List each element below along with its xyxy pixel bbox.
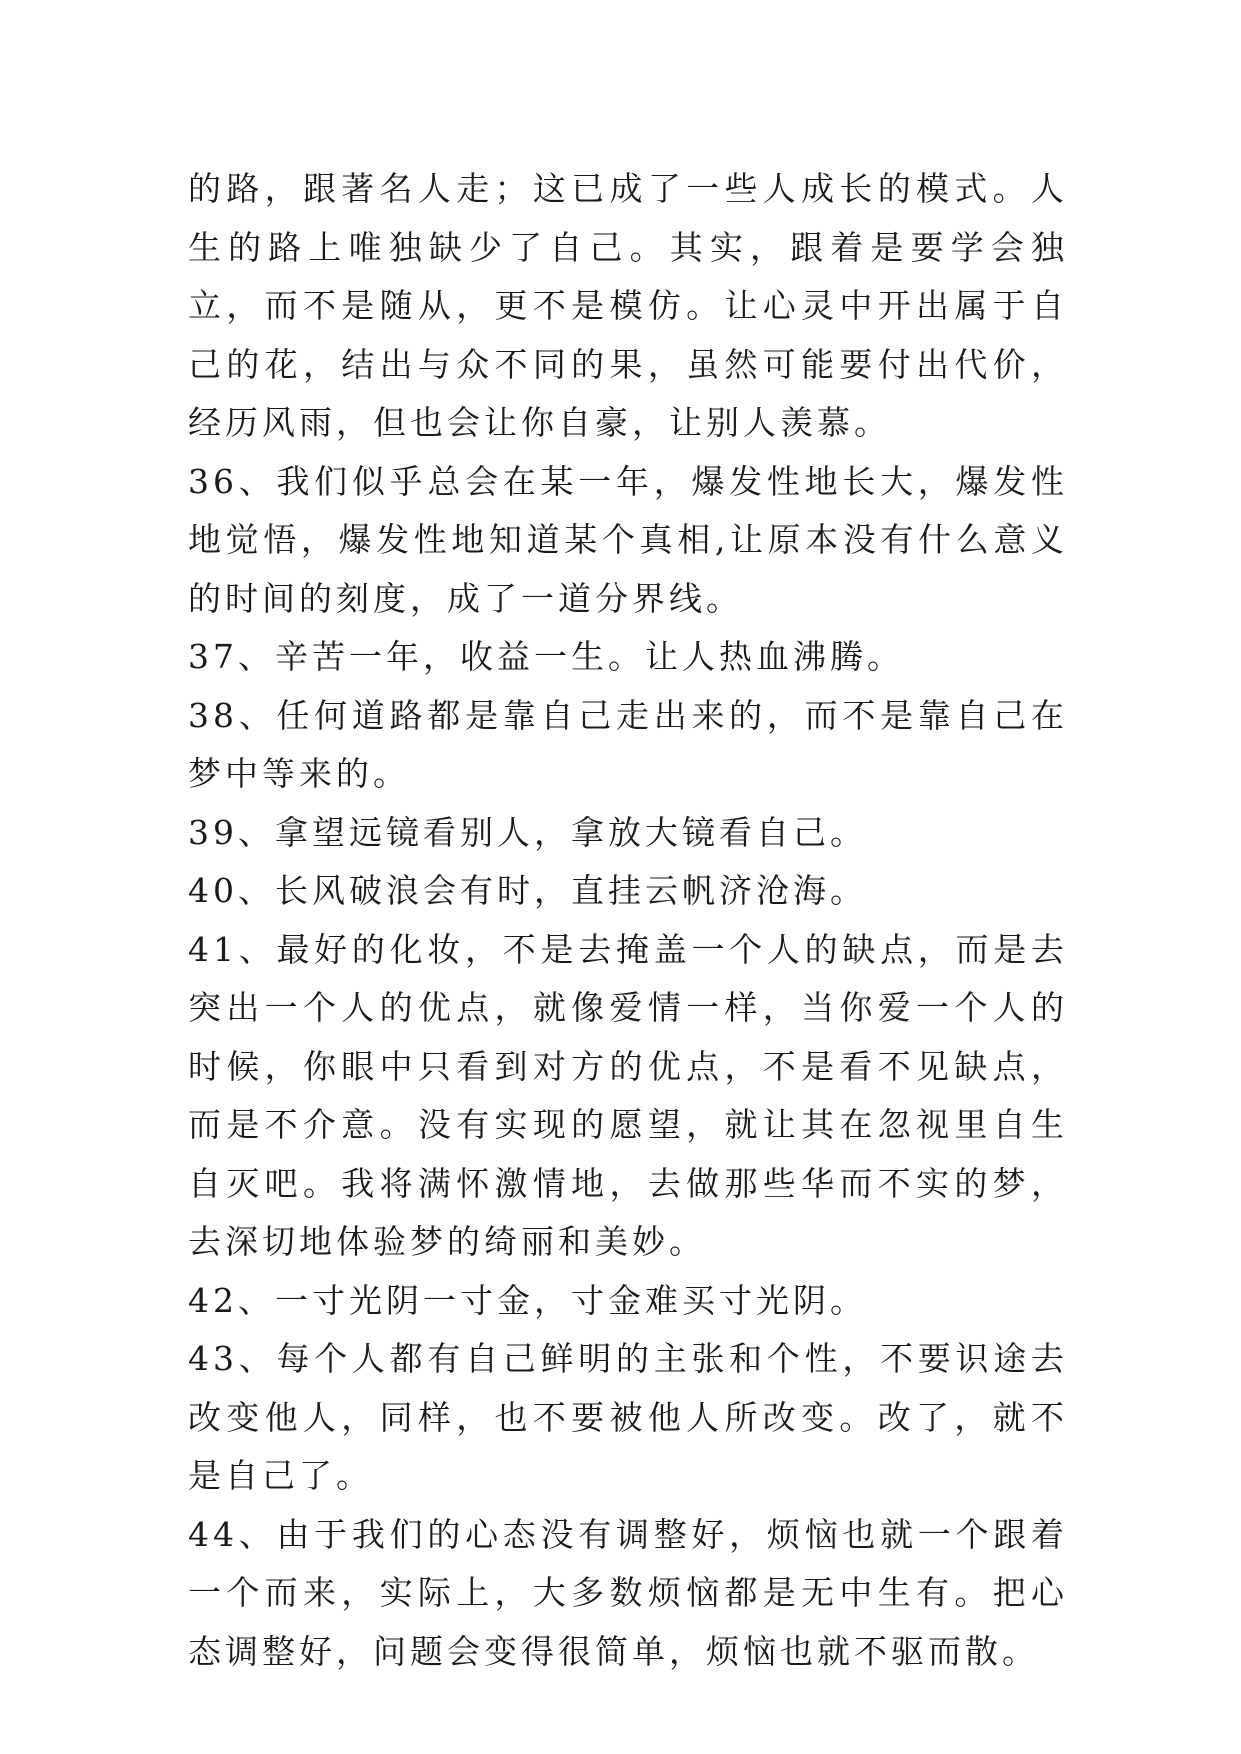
paragraph-36: 36、我们似乎总会在某一年，爆发性地长大，爆发性地觉悟，爆发性地知道某个真相,让原本没有什么意义的时间的刻度，成了一道分界线。 — [188, 461, 1068, 618]
paragraph-43: 43、每个人都有自己鲜明的主张和个性，不要识途去改变他人，同样，也不要被他人所改变。改了，就不是自己了。 — [188, 1339, 1068, 1495]
paragraph-41: 41、最好的化妆，不是去掩盖一个人的缺点，而是去突出一个人的优点，就像爱情一样，当你爱一个人的时候，你眼中只看到对方的优点，不是看不见缺点，而是不介意。没有实现的愿望，就让其在忽视里自生自灭吧。我将满怀激情地，去做那些华而不实的梦，去深切地体验梦的绮丽和美妙。 — [188, 929, 1068, 1261]
paragraph-37: 37、辛苦一年，收益一生。让人热血沸腾。 — [188, 637, 904, 676]
paragraph-continuation: 的路，跟著名人走；这已成了一些人成长的模式。人生的路上唯独缺少了自己。其实，跟着是要学会独立，而不是随从，更不是模仿。让心灵中开出属于自己的花，结出与众不同的果，虽然可能要付出代价，经历风雨，但也会让你自豪，让别人羡慕。 — [188, 169, 1068, 442]
document-body — [188, 160, 1068, 1681]
paragraph-42: 42、一寸光阴一寸金，寸金难买寸光阴。 — [188, 1280, 867, 1320]
paragraph-38: 38、任何道路都是靠自己走出来的，而不是靠自己在梦中等来的。 — [188, 695, 1068, 793]
paragraph-39: 39、拿望远镜看别人，拿放大镜看自己。 — [188, 812, 867, 852]
paragraph-40: 40、长风破浪会有时，直挂云帆济沧海。 — [188, 871, 867, 910]
paragraph-44: 44、由于我们的心态没有调整好，烦恼也就一个跟着一个而来，实际上，大多数烦恼都是无中生有。把心态调整好，问题会变得很简单，烦恼也就不驱而散。 — [188, 1514, 1068, 1671]
